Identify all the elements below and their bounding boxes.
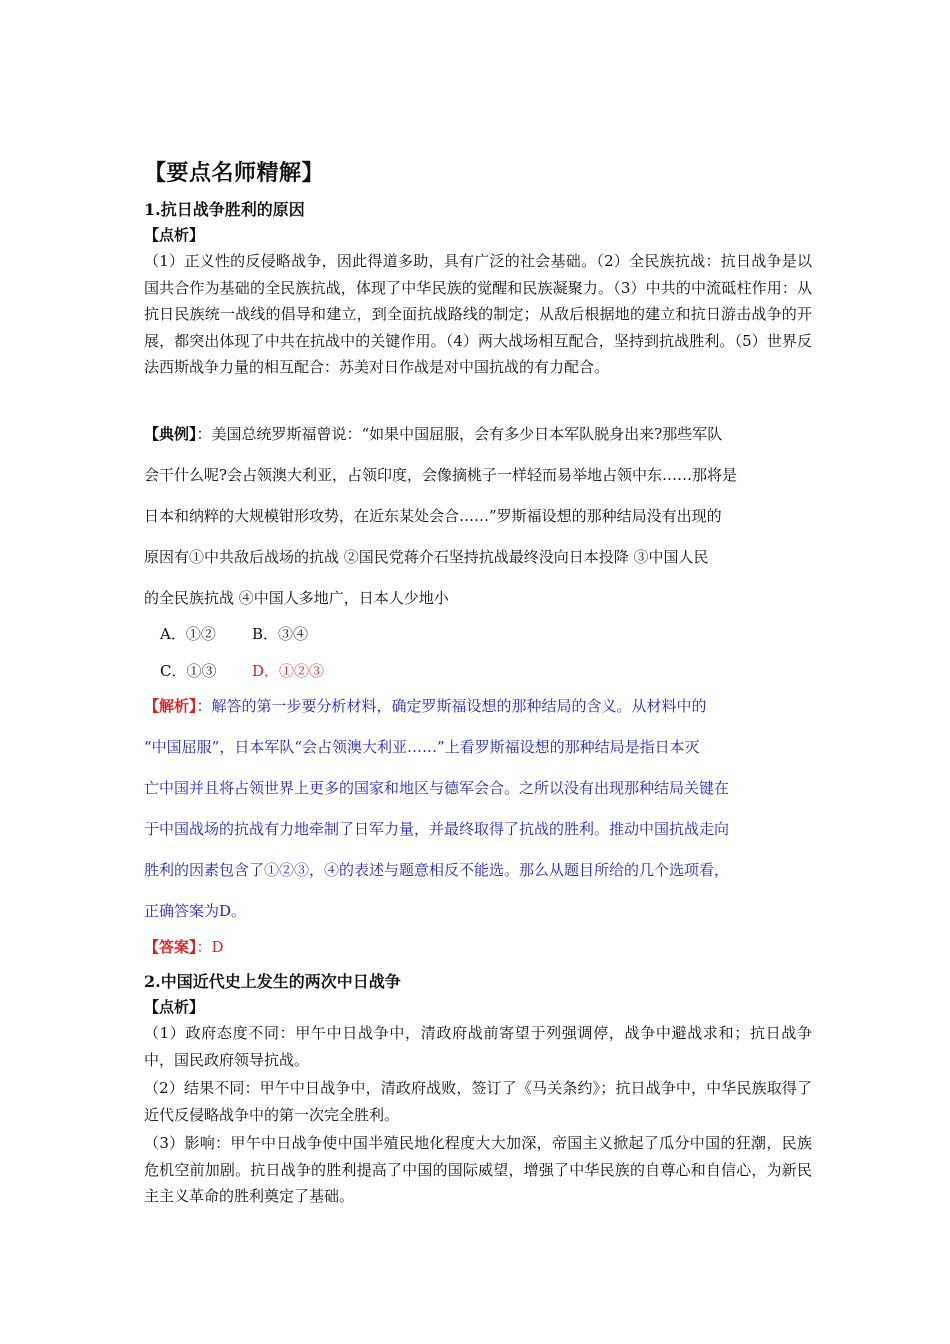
section2-paragraph-2: （2）结果不同：甲午中日战争中，清政府战败，签订了《马关条约》；抗日战争中，中华民族取得了近代反侵略战争中的第一次完全胜利。 — [144, 1079, 812, 1124]
example-line-3: 日本和纳粹的大规模钳形攻势，在近东某处会合……”罗斯福设想的那种结局没有出现的 — [144, 507, 722, 525]
answer-tag: 【答案】 — [144, 938, 197, 956]
example-line-1 — [144, 423, 812, 444]
option-a: A．①② — [160, 625, 216, 643]
section2-paragraph-1: （1）政府态度不同：甲午中日战争中，清政府战前寄望于列强调停，战争中避战求和；抗日战争中，国民政府领导抗战。 — [144, 1024, 812, 1069]
explain-tag: 【解析】 — [144, 697, 197, 715]
example-line-2: 会干什么呢?会占领澳大利亚，占领印度，会像摘桃子一样轻而易举地占领中东……那将是 — [144, 466, 738, 484]
example-line-5: 的全民族抗战 ④中国人多地广，日本人少地小 — [144, 589, 449, 607]
section2-paragraph-3: （3）影响：甲午中日战争使中国半殖民地化程度大大加深，帝国主义掀起了瓜分中国的狂潮，民族危机空前加剧。抗日战争的胜利提高了中国的国际威望，增强了中华民族的自尊心和自信心，为新民主主义革命的胜利奠定了基础。 — [144, 1134, 812, 1205]
example-line-4: 原因有①中共敌后战场的抗战 ②国民党蒋介石坚持抗战最终没向日本投降 ③中国人民 — [144, 548, 709, 566]
explain-line-5: 胜利的因素包含了①②③，④的表述与题意相反不能选。那么从题目所给的几个选项看， — [144, 861, 730, 879]
explain-line-1 — [144, 695, 812, 716]
answer-line — [144, 936, 812, 957]
explain-text: ：解答的第一步要分析材料，确定罗斯福设想的那种结局的含义。从材料中的 — [196, 697, 707, 715]
explain-line-6: 正确答案为D。 — [144, 902, 247, 920]
answer-value: ：D — [196, 938, 224, 956]
explain-line-2: “中国屈服”，日本军队“会占领澳大利亚……”上看罗斯福设想的那种结局是指日本灭 — [144, 738, 700, 756]
option-c: C．①③ — [160, 662, 217, 680]
explain-line-3: 亡中国并且将占领世界上更多的国家和地区与德军会合。之所以没有出现那种结局关键在 — [144, 779, 730, 797]
example-tag: 【典例】 — [144, 425, 197, 443]
section2-title: 2.中国近代史上发生的两次中日战争 — [144, 972, 401, 991]
example-text: ：美国总统罗斯福曾说：“如果中国屈服，会有多少日本军队脱身出来?那些军队 — [196, 425, 723, 443]
page-heading: 【要点名师精解】 — [144, 160, 325, 186]
option-b: B．③④ — [252, 625, 309, 643]
option-d: D．①②③ — [252, 662, 325, 680]
section2-analysis-tag: 【点析】 — [144, 998, 205, 1016]
section1-title: 1.抗日战争胜利的原因 — [144, 200, 305, 219]
explain-line-4: 于中国战场的抗战有力地牵制了日军力量，并最终取得了抗战的胜利。推动中国抗战走向 — [144, 820, 730, 838]
section1-analysis-tag: 【点析】 — [144, 226, 205, 244]
section1-analysis-text: （1）正义性的反侵略战争，因此得道多助，具有广泛的社会基础。（2）全民族抗战：抗日战争是以国共合作为基础的全民族抗战，体现了中华民族的觉醒和民族凝聚力。（3）中共的中流砥柱作用：从抗日民族统一战线的倡导和建立，到全面抗战路线的制定；从敌后根据地的建立和抗日游击战争的开展，都突出体现了中共在抗战中的关键作用。（4）两大战场相互配合，坚持到抗战胜利。（5）世界反法西斯战争力量的相互配合：苏美对日作战是对中国抗战的有力配合。 — [144, 252, 812, 376]
